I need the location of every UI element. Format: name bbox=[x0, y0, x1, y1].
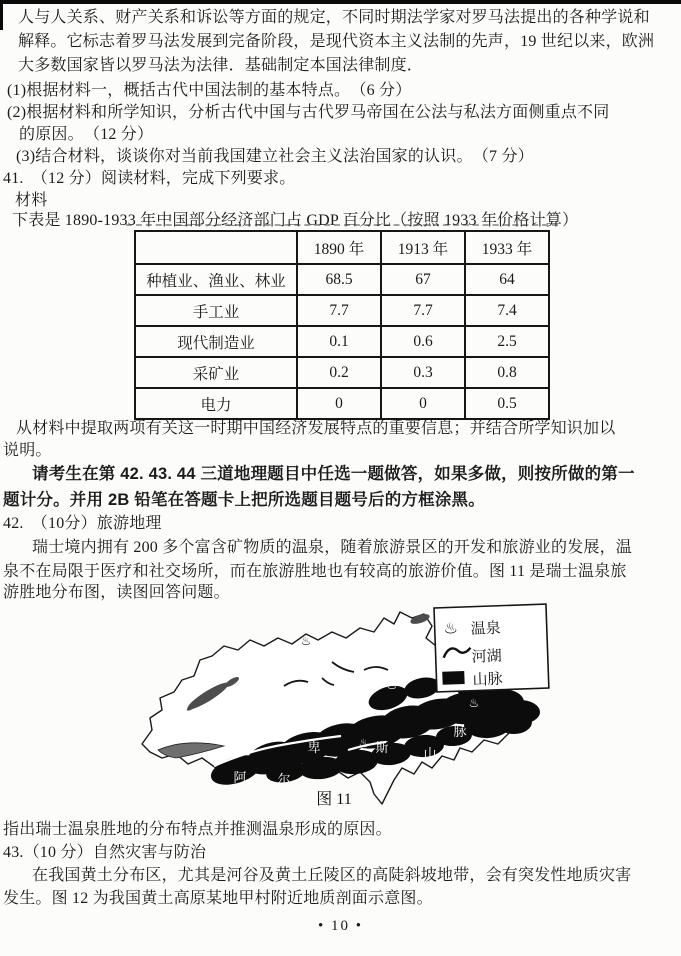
table-row bbox=[135, 326, 549, 357]
table-header-cell bbox=[135, 231, 297, 264]
page-number: • 10 • bbox=[317, 918, 363, 934]
mountain-range-label-char: 山 bbox=[423, 746, 437, 761]
material-text-line: 解释。它标志着罗马法发展到完备阶段，是现代资本主义法制的先声，19 世纪以来，欧洲 bbox=[18, 33, 655, 50]
q43-intro-line: 在我国黄土分布区，尤其是河谷及黄土丘陵区的高陡斜坡地带，会有突发性地质灾害 bbox=[32, 867, 632, 884]
cell-value: 67 bbox=[381, 264, 465, 295]
q43-intro-line: 发生。图 12 为我国黄土高原某地甲村附近地质剖面示意图。 bbox=[3, 890, 433, 907]
mountain-swatch bbox=[442, 671, 464, 685]
table-row bbox=[135, 388, 549, 419]
cell-value: 7.7 bbox=[381, 295, 465, 326]
hot-spring-icon: ♨ bbox=[358, 736, 370, 750]
question-41-heading: 41. （12 分）阅读材料，完成下列要求。 bbox=[3, 170, 296, 187]
scan-smudge-artifact bbox=[126, 224, 558, 226]
question-item-3: (3)结合材料，谈谈你对当前我国建立社会主义法治国家的认识。 （7 分） bbox=[16, 148, 534, 165]
cell-value: 0 bbox=[297, 388, 381, 419]
table-header-cell: 1890 年 bbox=[297, 231, 381, 264]
cell-value: 68.5 bbox=[297, 264, 381, 295]
cell-value: 0.2 bbox=[297, 357, 381, 388]
cell-value: 2.5 bbox=[465, 326, 549, 357]
cell-value: 0.1 bbox=[297, 326, 381, 357]
legend-label-hot-spring: 温泉 bbox=[470, 620, 502, 638]
scan-top-rule bbox=[0, 0, 681, 4]
hot-spring-icon: ♨ bbox=[356, 686, 368, 700]
mountain-range-label-char: 阿 bbox=[233, 770, 247, 785]
table-caption: 下表是 1890-1933 年中国部分经济部门占 GDP 百分比（按照 1933 年价格计算） bbox=[12, 212, 579, 229]
question-item-2-cont: 的原因。 （12 分） bbox=[19, 126, 154, 143]
q41-task-line: 说明。 bbox=[3, 442, 52, 459]
scan-edge-artifact bbox=[0, 4, 3, 30]
mountain-range-label-char: 脉 bbox=[453, 724, 467, 739]
gdp-share-table bbox=[134, 230, 550, 420]
cell-value: 0.6 bbox=[381, 326, 465, 357]
table-header-cell: 1933 年 bbox=[465, 231, 549, 264]
cell-value: 7.4 bbox=[465, 295, 549, 326]
cell-value: 0.5 bbox=[465, 388, 549, 419]
mountain-range-label-char: 斯 bbox=[375, 740, 389, 755]
table-row bbox=[135, 357, 549, 388]
q42-intro-line: 游胜地分布图，读图回答问题。 bbox=[3, 584, 230, 601]
geo-instruction-line: 题计分。并用 2B 铅笔在答题卡上把所选题目题号后的方框涂黑。 bbox=[3, 491, 485, 509]
question-item-1: (1)根据材料一，概括古代中国法制的基本特点。 （6 分） bbox=[7, 82, 412, 99]
hot-spring-icon: ♨ bbox=[300, 634, 312, 648]
legend-label-river-lake: 河湖 bbox=[471, 648, 503, 666]
table-row bbox=[135, 264, 549, 295]
hot-spring-icon: ♨ bbox=[386, 678, 398, 692]
cell-value: 0 bbox=[381, 388, 465, 419]
row-label: 现代制造业 bbox=[135, 326, 297, 357]
cell-value: 0.8 bbox=[465, 357, 549, 388]
q42-task: 指出瑞士温泉胜地的分布特点并推测温泉形成的原因。 bbox=[3, 821, 392, 838]
mountain-range-label-char: 卑 bbox=[307, 740, 321, 755]
hot-spring-icon: ♨ bbox=[443, 618, 459, 638]
table-row bbox=[135, 295, 549, 326]
question-43-heading: 43.（10 分）自然灾害与防治 bbox=[3, 844, 207, 861]
table-header-cell: 1913 年 bbox=[381, 231, 465, 264]
row-label: 采矿业 bbox=[135, 357, 297, 388]
table-header-row bbox=[135, 231, 549, 264]
switzerland-hot-spring-map bbox=[136, 600, 556, 816]
q41-task-line: 从材料中提取两项有关这一时期中国经济发展特点的重要信息；并结合所学知识加以 bbox=[16, 420, 616, 437]
q42-intro-line: 瑞士境内拥有 200 多个富含矿物质的温泉，随着旅游景区的开发和旅游业的发展，温 bbox=[32, 539, 633, 556]
material-text-line: 大多数国家皆以罗马法为法律．基础制定本国法律制度． bbox=[18, 57, 424, 74]
row-label: 种植业、渔业、林业 bbox=[135, 264, 297, 295]
legend-label-mountain: 山脉 bbox=[472, 671, 503, 689]
question-42-heading: 42. （10分）旅游地理 bbox=[3, 515, 162, 532]
hot-spring-icon: ♨ bbox=[306, 706, 318, 720]
mountain-range-label-char: 尔 bbox=[277, 772, 291, 787]
geo-instruction-line: 请考生在第 42. 43. 44 三道地理题目中任选一题做答，如果多做，则按所做的第一 bbox=[32, 465, 635, 483]
map-legend bbox=[434, 604, 549, 692]
cell-value: 0.3 bbox=[381, 357, 465, 388]
cell-value: 7.7 bbox=[297, 295, 381, 326]
cell-value: 64 bbox=[465, 264, 549, 295]
row-label: 电力 bbox=[135, 388, 297, 419]
map-caption: 图 11 bbox=[316, 791, 352, 808]
hot-spring-icon: ♨ bbox=[468, 696, 480, 710]
material-label: 材料 bbox=[15, 192, 48, 209]
map-figure bbox=[136, 600, 556, 816]
row-label: 手工业 bbox=[135, 295, 297, 326]
material-text-line: 人与人关系、财产关系和诉讼等方面的规定，不同时期法学家对罗马法提出的各种学说和 bbox=[18, 9, 650, 26]
question-item-2: (2)根据材料和所学知识，分析古代中国与古代罗马帝国在公法与私法方面侧重点不同 bbox=[7, 104, 610, 121]
q42-intro-line: 泉不在局限于医疗和社交场所，而在旅游胜地也有较高的旅游价值。图 11 是瑞士温泉旅 bbox=[3, 563, 627, 580]
